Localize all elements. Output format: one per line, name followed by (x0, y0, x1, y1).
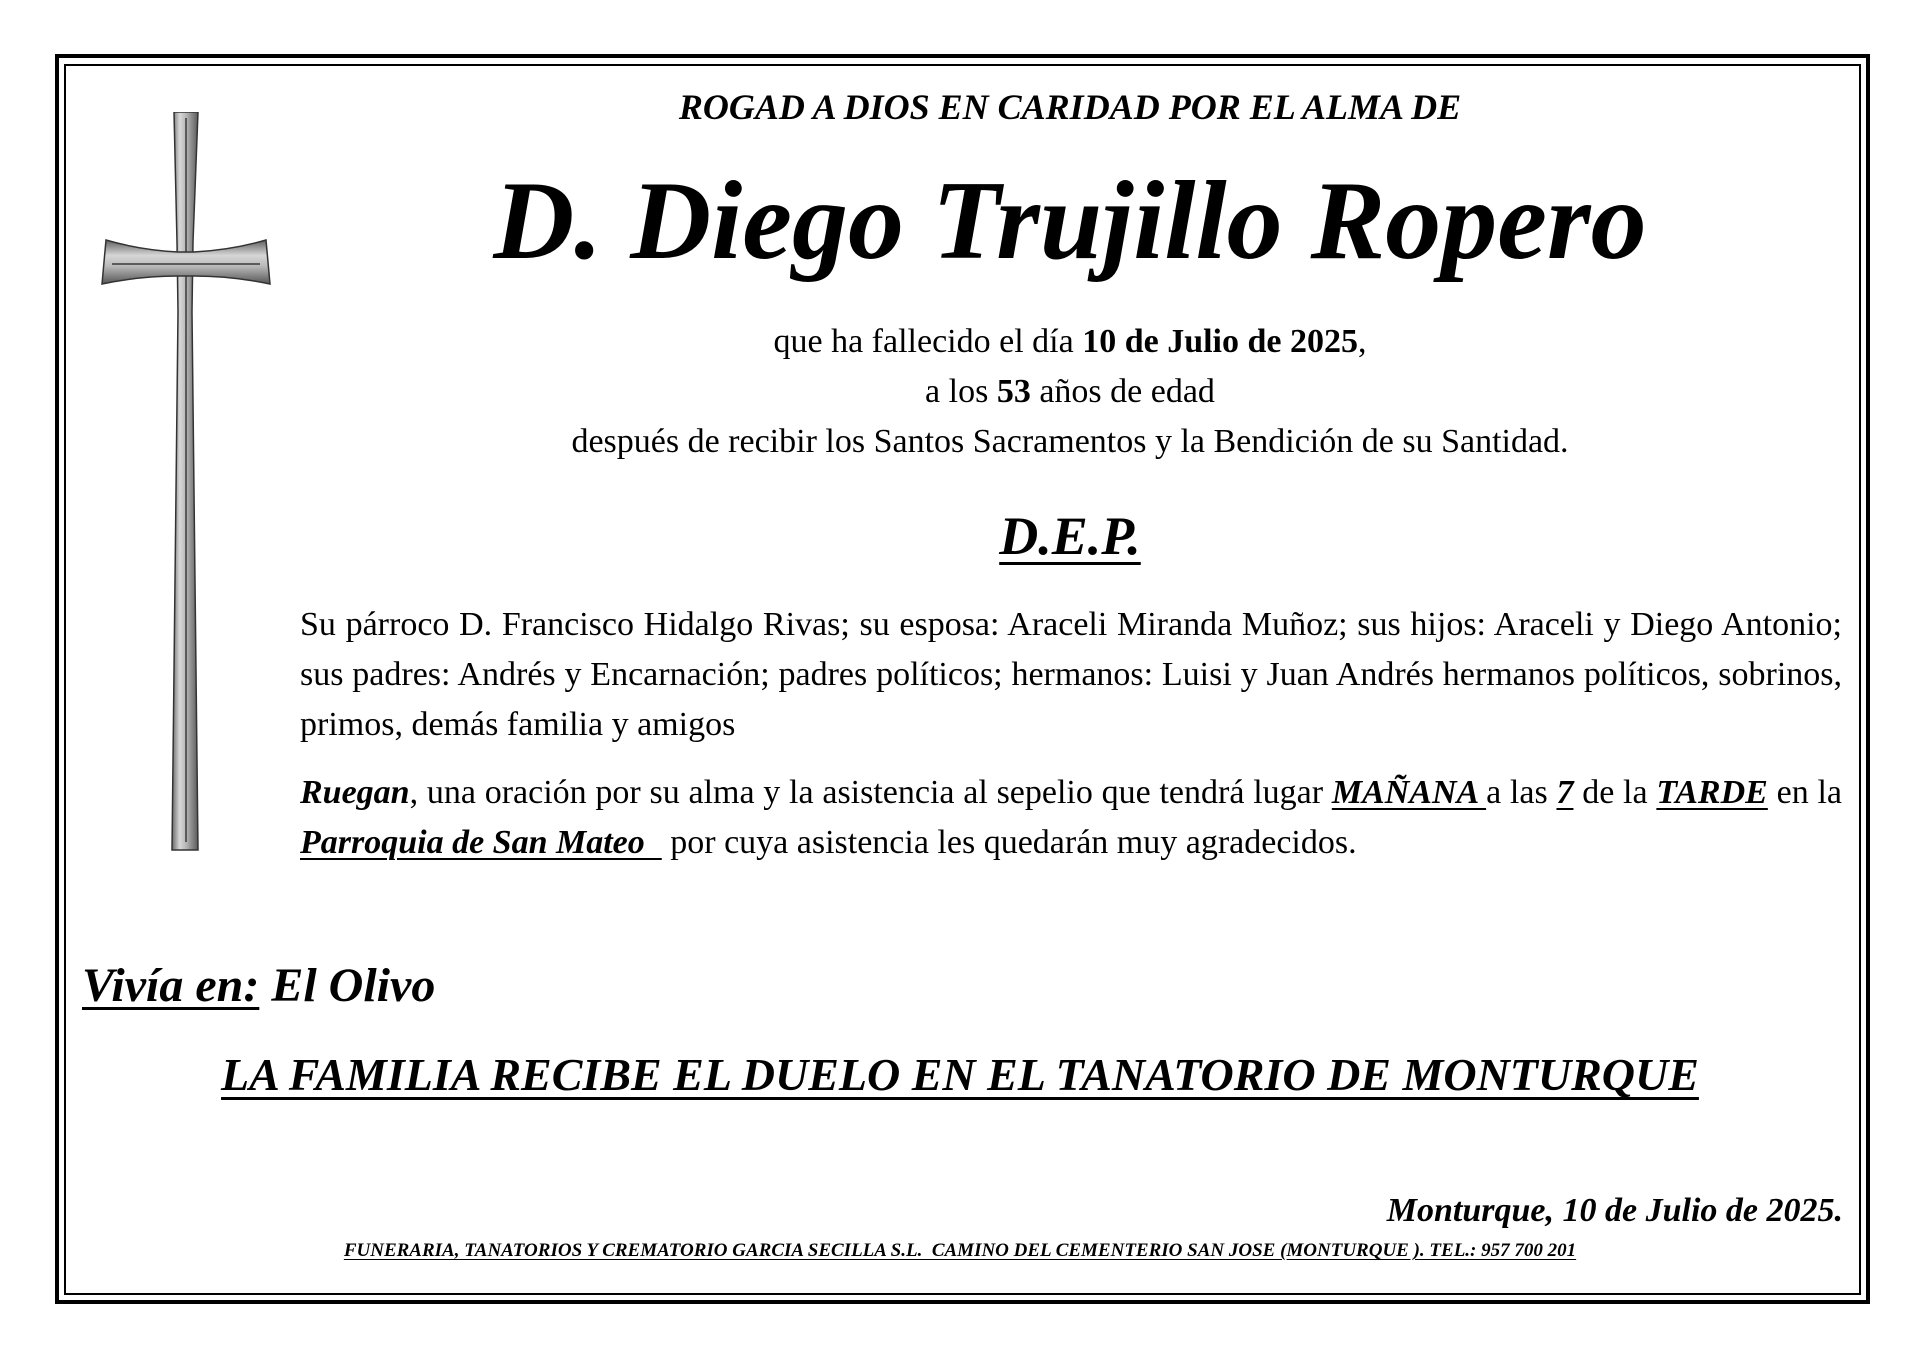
ceremony-place: Parroquia de San Mateo (300, 824, 662, 861)
ceremony-text-1: , una oración por su alma y la asistencia al sepelio que tendrá lugar (409, 774, 1332, 811)
prayer-header: ROGAD A DIOS EN CARIDAD POR EL ALMA DE (678, 87, 1462, 127)
death-date: 10 de Julio de 2025 (1082, 323, 1358, 360)
sacraments-line: después de recibir los Santos Sacramentos y la Bendición de su Santidad. (571, 423, 1569, 460)
deceased-name: D. Diego Trujillo Ropero (493, 159, 1647, 283)
ceremony-paragraph (300, 768, 1842, 868)
ceremony-hour: 7 (1556, 774, 1574, 811)
residence-value: El Olivo (271, 959, 436, 1012)
ceremony-text-3: de la (1573, 774, 1657, 811)
age-prefix: a los (925, 373, 997, 410)
residence-label: Vivía en: (82, 959, 260, 1012)
age-line (300, 372, 1840, 413)
ruegan-word: Ruegan (300, 774, 410, 811)
dep-heading: D.E.P. (999, 506, 1141, 566)
ceremony-period: TARDE (1656, 774, 1768, 811)
funeral-home-footer: FUNERARIA, TANATORIOS Y CREMATORIO GARCIA SECILLA S.L. CAMINO DEL CEMENTERIO SAN JOSE (MONTURQUE ). TEL.: 957 700 201 (343, 1240, 1577, 1261)
ceremony-text-2: a las (1486, 774, 1557, 811)
family-notice: LA FAMILIA RECIBE EL DUELO EN EL TANATORIO DE MONTURQUE (221, 1049, 1699, 1100)
ceremony-day: MAÑANA (1331, 774, 1487, 811)
age-value: 53 (996, 373, 1031, 410)
death-date-line (300, 322, 1840, 363)
death-prefix: que ha fallecido el día (773, 323, 1083, 360)
age-suffix: años de edad (1030, 373, 1215, 410)
place-date: Monturque, 10 de Julio de 2025. (1386, 1192, 1843, 1229)
cross-icon (100, 112, 272, 852)
death-suffix: , (1358, 323, 1367, 360)
ceremony-text-4: en la (1767, 774, 1842, 811)
residence (82, 958, 435, 1013)
family-paragraph: Su párroco D. Francisco Hidalgo Rivas; su esposa: Araceli Miranda Muñoz; sus hijos: Araceli y Diego Antonio; sus padres: Andrés y Encarnación; padres políticos; hermanos: Luisi y Juan Andrés hermanos políticos, sobrinos, primos, demás familia y amigos (300, 606, 1842, 743)
ceremony-text-5: por cuya asistencia les quedarán muy agradecidos. (661, 824, 1357, 861)
